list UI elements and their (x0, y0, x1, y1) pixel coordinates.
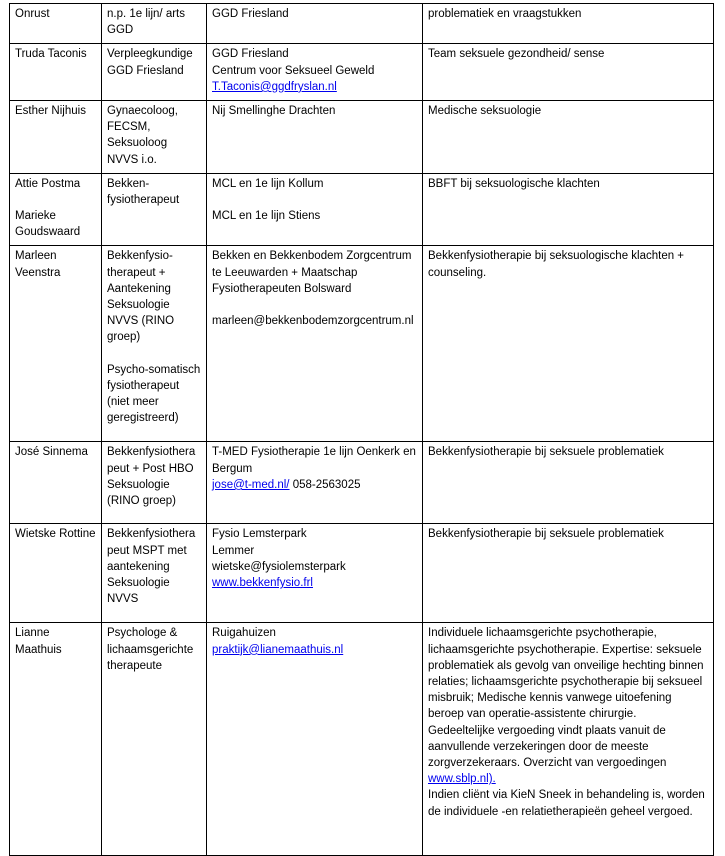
name-cell (10, 101, 102, 174)
organisation-cell (207, 623, 423, 856)
name-text: Marieke Goudswaard (15, 210, 81, 239)
organisation-cell (207, 44, 423, 101)
focus-cell (423, 173, 714, 246)
email-text: marleen@bekkenbodemzorgcentrum.nl (212, 315, 414, 328)
organisation-text: GGD Friesland (212, 8, 289, 20)
organisation-cell (207, 442, 423, 524)
name-cell (10, 524, 102, 623)
name-cell (10, 44, 102, 101)
focus-text: Bekkenfysiotherapie bij seksuologische klachten + counseling. (428, 250, 685, 279)
organisation-text: T-MED Fysiotherapie 1e lijn Oenkerk en Bergum (212, 446, 416, 475)
table-row (10, 442, 714, 524)
name-text: Wietske Rottine (15, 528, 96, 541)
role-text: n.p. 1e lijn/ arts GGD (107, 8, 185, 37)
name-text: Lianne Maathuis (15, 627, 62, 656)
name-cell (10, 173, 102, 246)
table-row (10, 524, 714, 623)
contacts-table (9, 3, 714, 856)
role-cell (102, 524, 207, 623)
role-text: Gynaecoloog, FECSM, Seksuoloog NVVS i.o. (107, 105, 178, 166)
role-cell (102, 4, 207, 44)
focus-text: Bekkenfysiotherapie bij seksuele problematiek (428, 446, 664, 459)
organisation-text: Ruigahuizen (212, 627, 276, 640)
email-link[interactable]: T.Taconis@ggdfryslan.nl (212, 80, 337, 93)
role-text: Bekkenfysiotherapeut + Post HBO Seksuologie (RINO groep) (107, 446, 196, 508)
role-cell (102, 623, 207, 856)
role-cell (102, 442, 207, 524)
role-cell (102, 44, 207, 101)
table-row (10, 44, 714, 101)
organisation-text: Fysio Lemsterpark Lemmer wietske@fysiolemsterpark (212, 528, 346, 573)
name-text: Onrust (15, 8, 50, 20)
organisation-cell (207, 524, 423, 623)
website-link[interactable]: www.bekkenfysio.frl (212, 577, 313, 590)
table-row (10, 246, 714, 442)
organisation-text: Nij Smellinghe Drachten (212, 105, 336, 118)
role-cell (102, 101, 207, 174)
name-text: Esther Nijhuis (15, 105, 86, 118)
organisation-text: GGD Friesland Centrum voor Seksueel Geweld (212, 48, 375, 77)
focus-text: Bekkenfysiotherapie bij seksuele problematiek (428, 528, 664, 541)
focus-cell (423, 101, 714, 174)
role-cell (102, 173, 207, 246)
focus-text: Team seksuele gezondheid/ sense (428, 48, 605, 61)
name-cell (10, 442, 102, 524)
organisation-text: MCL en 1e lijn Stiens (212, 210, 321, 223)
focus-text: BBFT bij seksuologische klachten (428, 177, 600, 190)
role-cell (102, 246, 207, 442)
role-text: Bekkenfysio-therapeut + Aantekening Seksuologie NVVS (RINO groep) (107, 250, 175, 344)
name-cell (10, 4, 102, 44)
organisation-cell (207, 246, 423, 442)
focus-cell (423, 623, 714, 856)
phone-text: 058-2563025 (289, 478, 361, 491)
table-row (10, 173, 714, 246)
email-link[interactable]: jose@t-med.nl/ (212, 478, 290, 491)
name-cell (10, 246, 102, 442)
focus-text: problematiek en vraagstukken (428, 8, 582, 20)
focus-cell (423, 524, 714, 623)
table-row (10, 101, 714, 174)
role-text: Verpleegkundige GGD Friesland (107, 48, 193, 77)
focus-cell (423, 44, 714, 101)
role-text: Psychologe & lichaamsgerichte therapeute (107, 627, 194, 672)
focus-cell (423, 442, 714, 524)
organisation-cell (207, 101, 423, 174)
role-text: Bekkenfysiotherapeut MSPT met aantekening Seksuologie NVVS (107, 528, 196, 606)
name-text: Marleen Veenstra (15, 250, 61, 279)
name-text: Truda Taconis (15, 48, 87, 61)
organisation-cell (207, 4, 423, 44)
focus-cell (423, 246, 714, 442)
focus-text: Indien cliënt via KieN Sneek in behandeling is, worden de individuele -en relatietherapieën geheel vergoed. (428, 789, 705, 818)
name-cell (10, 623, 102, 856)
table-row (10, 4, 714, 44)
role-text: Psycho-somatisch fysiotherapeut (niet meer geregistreerd) (107, 363, 201, 425)
focus-text: Individuele lichaamsgerichte psychotherapie, lichaamsgerichte psychotherapie. Expertise: seksuele problematiek als gevolg van onveilige hechting binnen relaties; lichaamsgerichte psychotherapie bij seksueel misbruik; Medische kennis vanwege uitoefening beroep van operatie-assistente chirurgie. Gedeeltelijke vergoeding vindt plaats vanuit de aanvullende verzekeringen door de meeste zorgverzekeraars. Overzicht van vergoedingen (428, 627, 704, 770)
role-text: Bekken-fysiotherapeut (107, 177, 180, 207)
email-link[interactable]: praktijk@lianemaathuis.nl (212, 643, 344, 656)
table-row (10, 623, 714, 856)
organisation-text: Bekken en Bekkenbodem Zorgcentrum te Leeuwarden + Maatschap Fysiotherapeuten Bolsward (212, 250, 412, 295)
focus-cell (423, 4, 714, 44)
organisation-cell (207, 173, 423, 246)
name-text: Attie Postma (15, 177, 81, 190)
name-text: José Sinnema (15, 446, 88, 459)
website-link[interactable]: www.sblp.nl). (428, 773, 496, 786)
organisation-text: MCL en 1e lijn Kollum (212, 177, 324, 190)
focus-text: Medische seksuologie (428, 105, 542, 118)
